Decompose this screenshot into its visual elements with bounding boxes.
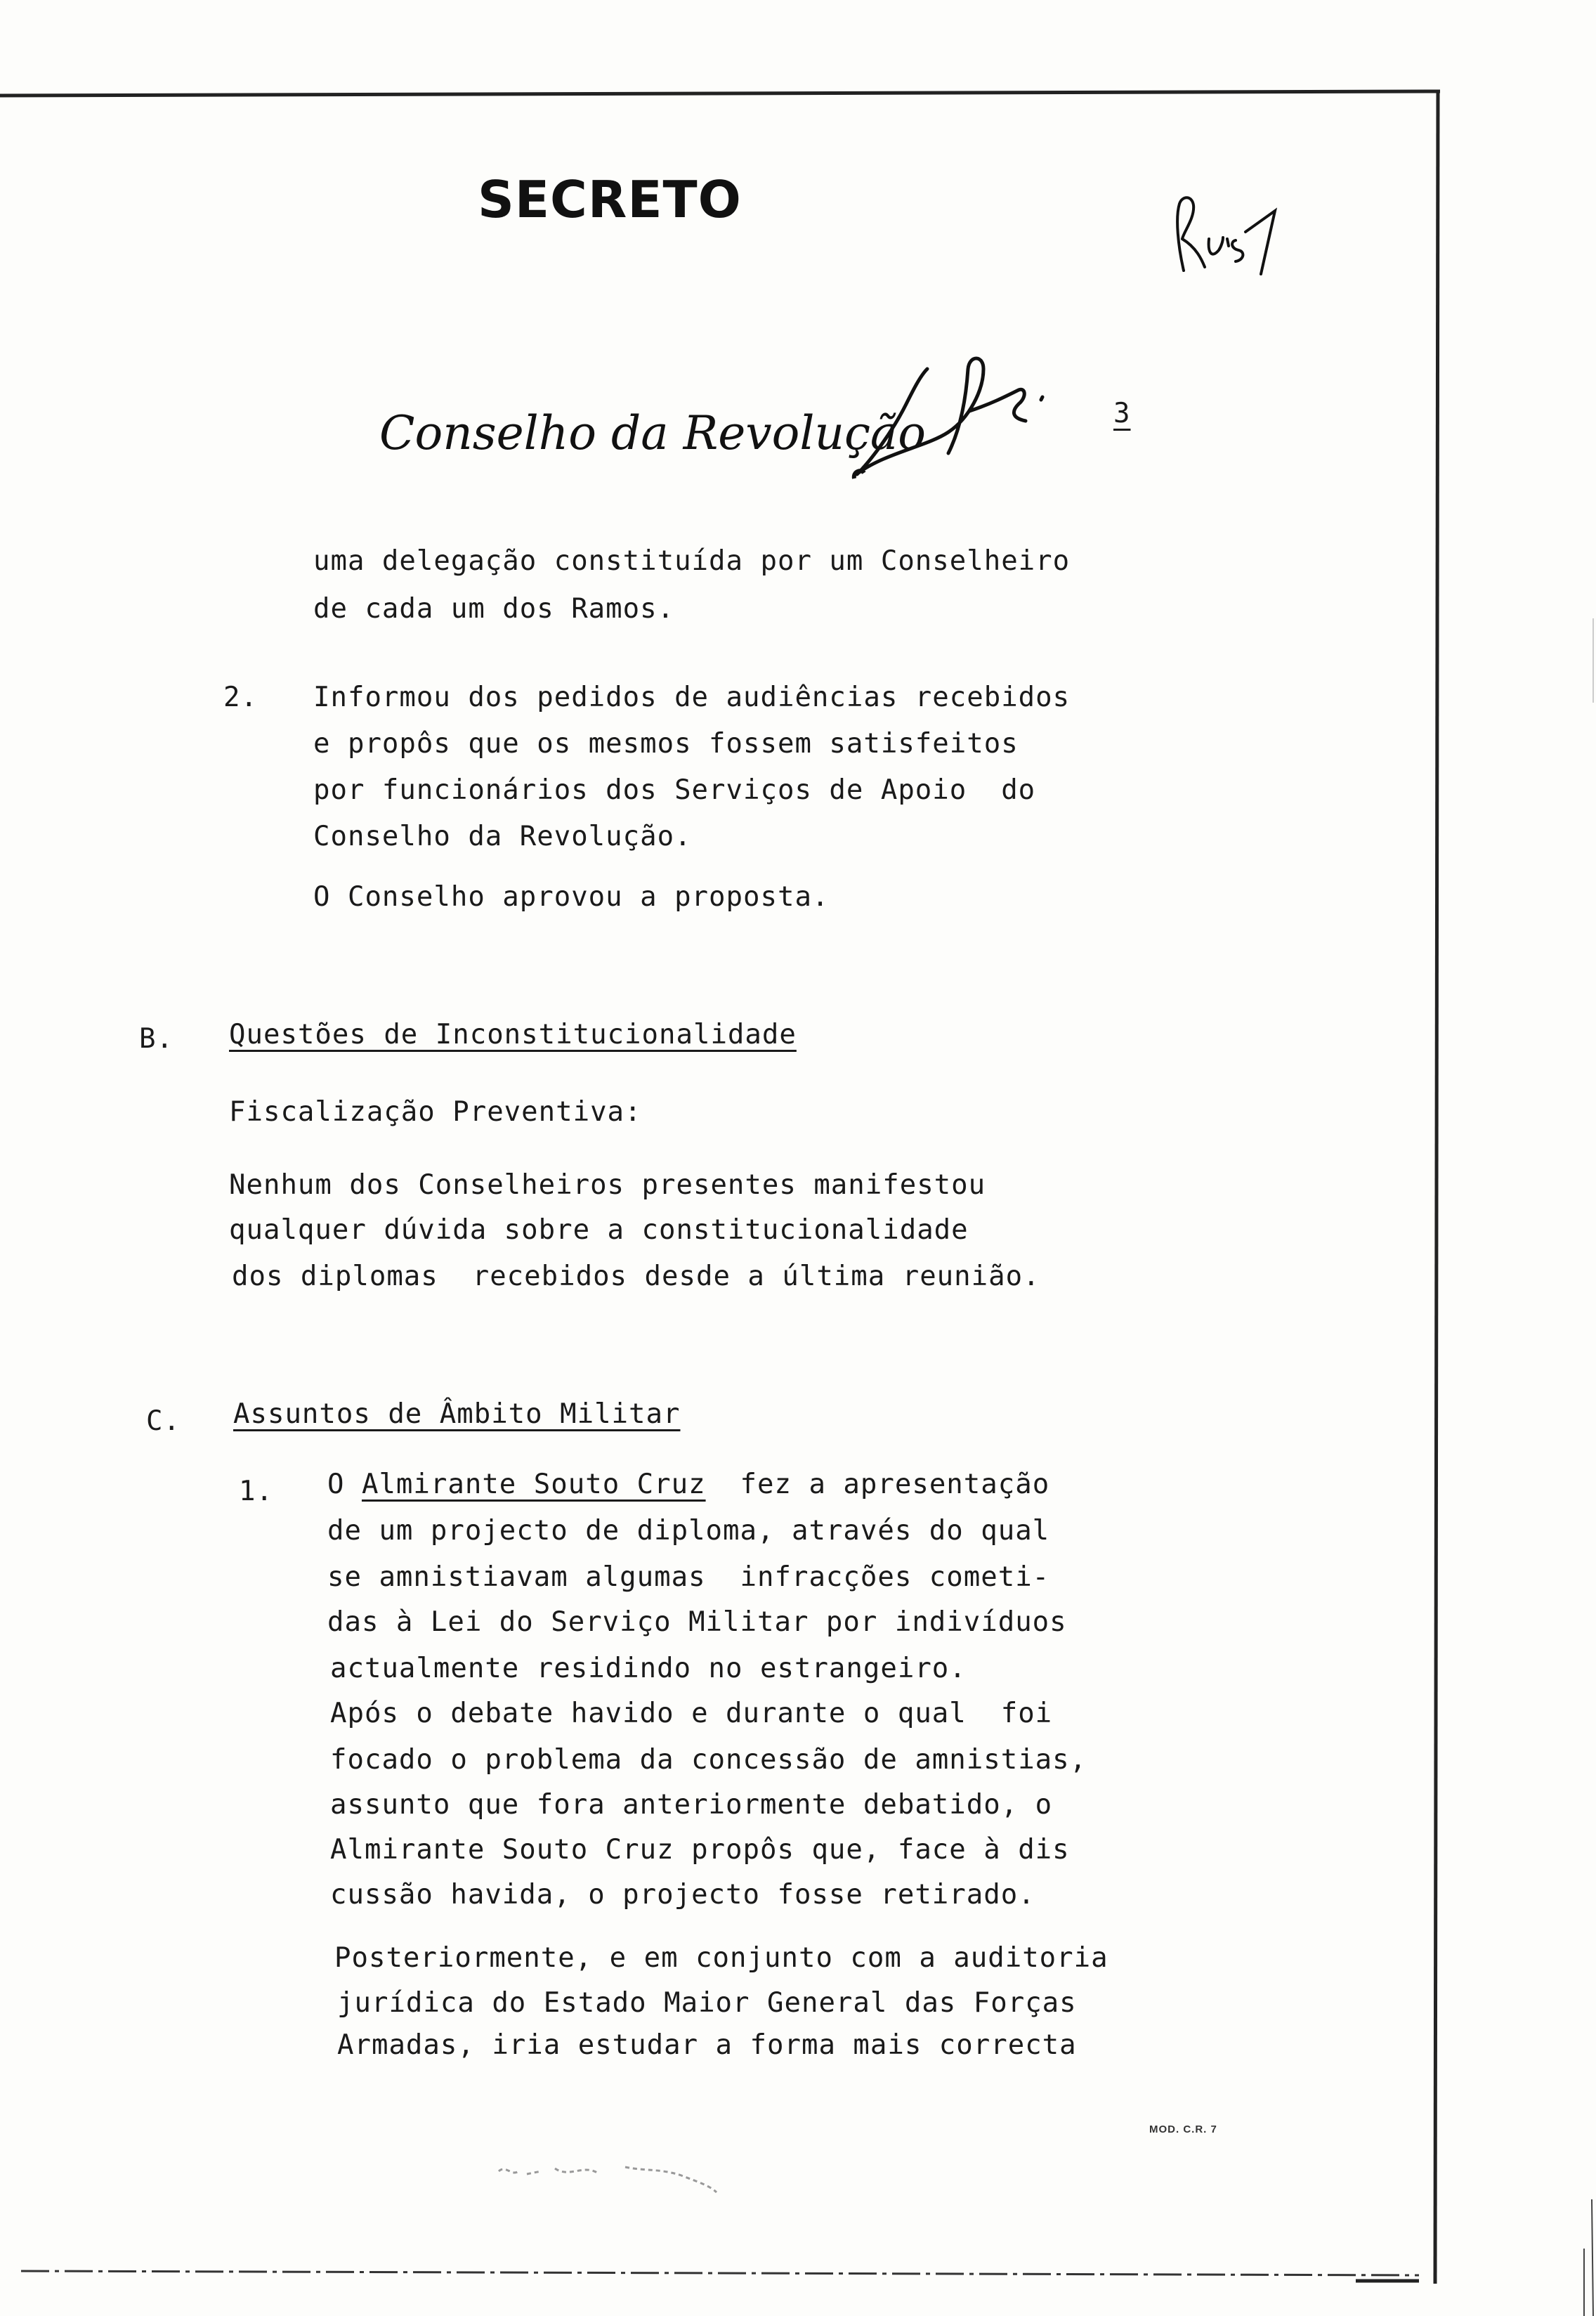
body-line: Almirante Souto Cruz propôs que, face à dis bbox=[330, 1834, 1070, 1866]
body-line: e propôs que os mesmos fossem satisfeitos bbox=[313, 728, 1019, 760]
body-line: se amnistiavam algumas infracções cometi- bbox=[327, 1561, 1050, 1593]
form-code: MOD. C.R. 7 bbox=[1149, 2123, 1217, 2135]
body-line bbox=[327, 1462, 1049, 1508]
body-line: cussão havida, o projecto fosse retirado. bbox=[330, 1879, 1035, 1911]
line-suffix: fez a apresentação bbox=[705, 1469, 1050, 1500]
line-prefix: O bbox=[327, 1469, 362, 1500]
body-line: uma delegação constituída por um Conselheiro bbox=[313, 545, 1071, 577]
classification-stamp: SECRETO bbox=[478, 170, 742, 229]
section-subheading: Fiscalização Preventiva: bbox=[229, 1096, 642, 1128]
item-number: 2. bbox=[223, 682, 258, 713]
section-heading: Assuntos de Âmbito Militar bbox=[233, 1398, 681, 1430]
signature bbox=[843, 348, 1061, 488]
section-heading: Questões de Inconstitucionalidade bbox=[229, 1019, 797, 1050]
body-line: Nenhum dos Conselheiros presentes manifestou bbox=[229, 1169, 986, 1201]
body-line: das à Lei do Serviço Militar por indivíduos bbox=[327, 1606, 1067, 1638]
body-line: actualmente residindo no estrangeiro. bbox=[330, 1653, 967, 1684]
decision-line: O Conselho aprovou a proposta. bbox=[313, 881, 830, 913]
letterhead-title: Conselho da Revolução bbox=[379, 406, 927, 460]
page-number: 3 bbox=[1113, 398, 1131, 429]
section-letter: B. bbox=[139, 1023, 174, 1055]
scan-smudge bbox=[485, 2150, 738, 2206]
body-line: Após o debate havido e durante o qual foi bbox=[330, 1698, 1053, 1729]
body-line: focado o problema da concessão de amnistias, bbox=[330, 1744, 1087, 1776]
body-line: dos diplomas recebidos desde a última reunião. bbox=[232, 1261, 1040, 1292]
body-line: Armadas, iria estudar a forma mais correcta bbox=[337, 2029, 1077, 2061]
body-line: Informou dos pedidos de audiências recebidos bbox=[313, 682, 1071, 713]
body-line: de um projecto de diploma, através do qual bbox=[327, 1515, 1050, 1547]
section-letter: C. bbox=[146, 1405, 181, 1437]
handwritten-initials bbox=[1163, 190, 1282, 288]
item-number: 1. bbox=[239, 1476, 273, 1507]
body-line: assunto que fora anteriormente debatido, o bbox=[330, 1789, 1053, 1821]
body-line: Conselho da Revolução. bbox=[313, 821, 692, 852]
body-line: Posteriormente, e em conjunto com a auditoria bbox=[334, 1942, 1108, 1974]
body-line: por funcionários dos Serviços de Apoio do bbox=[313, 774, 1036, 806]
body-line: de cada um dos Ramos. bbox=[313, 593, 675, 625]
body-line: qualquer dúvida sobre a constitucionalidade bbox=[229, 1214, 969, 1246]
speaker-name: Almirante Souto Cruz bbox=[361, 1469, 706, 1500]
body-line: jurídica do Estado Maior General das Forças bbox=[337, 1987, 1077, 2019]
